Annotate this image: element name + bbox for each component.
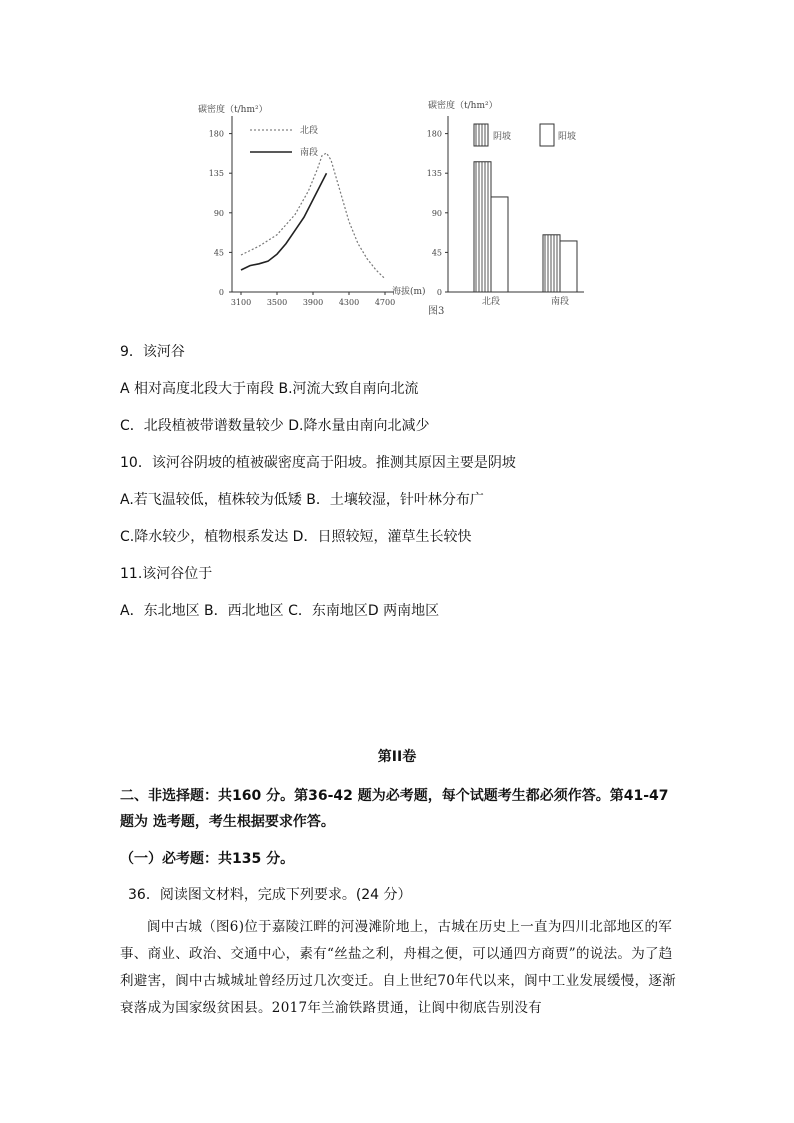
line-chart-xtick-label: 3500 [266, 298, 288, 307]
required-questions-heading: （一）必考题：共135 分。 [120, 851, 295, 867]
legend-shady-swatch [474, 124, 488, 146]
section-2-title: 第II卷 [377, 749, 417, 765]
line-chart-ylabel: 碳密度（t/hm²） [198, 105, 268, 115]
section-2-intro-line2: 题为 选考题，考生根据要求作答。 [120, 814, 335, 830]
line-chart [198, 103, 426, 307]
bar-chart [427, 99, 584, 307]
bar-shady-north [474, 162, 491, 292]
line-chart-xlabel: 海拔(m) [392, 287, 426, 297]
line-chart-xtick-label: 4300 [338, 298, 360, 307]
question-11-options: A．东北地区 B．西北地区 C．东南地区D 两南地区 [120, 603, 440, 619]
line-chart-ytick-label: 0 [218, 288, 224, 297]
figure-3-svg [190, 96, 610, 326]
bar-chart-category-label: 南段 [550, 297, 570, 307]
legend-south-label: 南段 [300, 148, 319, 158]
bar-sunny-south [560, 241, 577, 292]
question-36-stem: 36．阅读图文材料，完成下列要求。(24 分） [128, 887, 412, 903]
legend-north-label: 北段 [300, 126, 319, 136]
question-10-options-ab: A.若飞温较低，植株较为低矮 B．土壤较湿，针叶林分布广 [120, 492, 484, 508]
bar-chart-ylabel: 碳密度（t/hm²） [428, 101, 498, 111]
bar-chart-ytick-label: 45 [431, 248, 442, 258]
question-10-options-cd: C.降水较少，植物根系发达 D．日照较短，灌草生长较快 [120, 529, 472, 545]
line-chart-xtick-label: 4700 [374, 298, 396, 307]
bar-chart-ytick-label: 0 [436, 288, 442, 297]
question-11-stem: 11.该河谷位于 [120, 566, 213, 582]
legend-sunny-swatch [540, 124, 554, 146]
bar-chart-category-label: 北段 [481, 297, 501, 307]
bar-chart-ytick-label: 180 [426, 129, 442, 139]
series-line-north [241, 153, 385, 279]
line-chart-ytick-label: 45 [213, 248, 224, 258]
line-chart-xtick-label: 3100 [230, 298, 252, 307]
bar-chart-ytick-label: 90 [431, 208, 442, 218]
bar-shady-south [543, 235, 560, 292]
question-9-options-cd: C．北段植被带谱数量较少 D.降水量由南向北减少 [120, 418, 430, 434]
question-36-material: 阆中古城（图6)位于嘉陵江畔的河漫滩阶地上，古城在历史上一直为四川北部地区的军事、商业、政治、交通中心，素有“丝盐之利，舟楫之便，可以通四方商贾”的说法。为了趋利避害，阆中古城城址曾经历过几次变迁。自上世纪70年代以来，阆中工业发展缓慢，逐渐衰落成为国家级贫困县。2017年兰渝铁路贯通，让阆中彻底告别没有 [120, 919, 676, 1016]
bar-chart-ytick-label: 135 [426, 169, 442, 179]
figure-caption: 图3 [428, 306, 445, 317]
line-chart-ytick-label: 135 [208, 169, 224, 179]
line-chart-ytick-label: 180 [208, 129, 224, 139]
section-2-intro-line1: 二、非选择题：共160 分。第36-42 题为必考题，每个试题考生都必须作答。第41-47 [120, 788, 669, 804]
line-chart-xtick-label: 3900 [302, 298, 324, 307]
line-chart-ytick-label: 90 [213, 208, 224, 218]
question-9-options-ab: A 相对高度北段大于南段 B.河流大致自南向北流 [120, 381, 419, 397]
legend-sunny-label: 阳坡 [558, 132, 577, 142]
legend-shady-label: 阴坡 [493, 132, 512, 142]
question-10-stem: 10．该河谷阴坡的植被碳密度高于阳坡。推测其原因主要是阴坡 [120, 455, 516, 471]
question-9-stem: 9．该河谷 [120, 344, 185, 360]
figure-3 [190, 96, 610, 326]
bar-sunny-north [491, 197, 508, 292]
series-line-south [241, 173, 327, 270]
